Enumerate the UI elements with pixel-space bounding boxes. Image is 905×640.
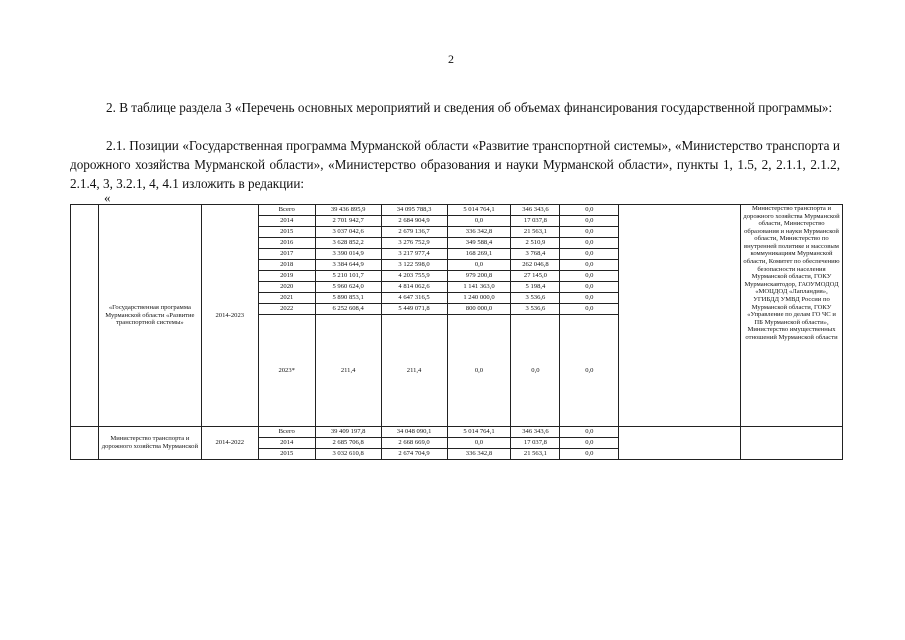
regional-budget-cell: 3 217 977,4 <box>381 249 447 260</box>
regional-budget-cell: 3 122 598,0 <box>381 260 447 271</box>
other-sources-cell: 0,0 <box>560 427 619 438</box>
other-sources-cell: 0,0 <box>560 293 619 304</box>
year-cell: 2015 <box>258 227 315 238</box>
paragraph-intro: 2. В таблице раздела 3 «Перечень основных мероприятий и сведения об объемах финансирования государственной программы»: <box>106 100 833 115</box>
federal-budget-cell: 349 588,4 <box>447 238 511 249</box>
federal-budget-cell: 336 342,8 <box>447 449 511 460</box>
federal-budget-cell: 800 000,0 <box>447 304 511 315</box>
other-sources-cell: 0,0 <box>560 271 619 282</box>
total-cell: 6 252 608,4 <box>315 304 381 315</box>
other-sources-cell: 0,0 <box>560 227 619 238</box>
regional-budget-cell: 2 674 704,9 <box>381 449 447 460</box>
regional-budget-cell: 4 647 316,5 <box>381 293 447 304</box>
total-cell: 2 685 706,8 <box>315 438 381 449</box>
year-cell: 2022 <box>258 304 315 315</box>
federal-budget-cell: 1 240 000,0 <box>447 293 511 304</box>
period-cell: 2014-2023 <box>201 205 258 427</box>
federal-budget-cell: 0,0 <box>447 216 511 227</box>
total-cell: 5 210 101,7 <box>315 271 381 282</box>
regional-budget-cell: 211,4 <box>381 315 447 427</box>
regional-budget-cell: 5 449 071,8 <box>381 304 447 315</box>
other-sources-cell: 0,0 <box>560 249 619 260</box>
year-cell: Всего <box>258 427 315 438</box>
paragraph-positions: 2.1. Позиции «Государственная программа Мурманской области «Развитие транспортной системы», «Министерство транспорта и дорожного хозяйства Мурманской области», «Министерство образования и науки Мурманской области», пункты 1, 1.5, 2, 2.1.1, 2.1.2, 2.1.4, 3, 3.2.1, 4, 4.1 изложить в редакции: <box>70 138 840 191</box>
regional-budget-cell: 4 814 062,6 <box>381 282 447 293</box>
other-sources-cell: 0,0 <box>560 315 619 427</box>
regional-budget-cell: 34 048 090,1 <box>381 427 447 438</box>
page-number: 2 <box>448 52 454 66</box>
ministry-name-cell: Министерство транспорта и дорожного хозяйства Мурманской <box>98 427 201 460</box>
year-cell: 2020 <box>258 282 315 293</box>
total-cell: 3 037 042,6 <box>315 227 381 238</box>
other-sources-cell: 0,0 <box>560 438 619 449</box>
local-budget-cell: 17 037,8 <box>511 216 560 227</box>
regional-budget-cell: 4 203 755,9 <box>381 271 447 282</box>
federal-budget-cell: 336 342,8 <box>447 227 511 238</box>
year-cell: 2018 <box>258 260 315 271</box>
local-budget-cell: 3 536,6 <box>511 293 560 304</box>
indicator-cell <box>619 205 741 427</box>
local-budget-cell: 2 510,9 <box>511 238 560 249</box>
federal-budget-cell: 1 141 363,0 <box>447 282 511 293</box>
total-cell: 39 436 895,9 <box>315 205 381 216</box>
other-sources-cell: 0,0 <box>560 449 619 460</box>
federal-budget-cell: 5 014 764,1 <box>447 205 511 216</box>
block1-body <box>71 205 843 427</box>
year-cell: 2017 <box>258 249 315 260</box>
opening-quote-mark: « <box>104 190 111 205</box>
other-sources-cell: 0,0 <box>560 205 619 216</box>
local-budget-cell: 17 037,8 <box>511 438 560 449</box>
local-budget-cell: 0,0 <box>511 315 560 427</box>
year-cell: 2021 <box>258 293 315 304</box>
other-sources-cell: 0,0 <box>560 216 619 227</box>
local-budget-cell: 262 046,8 <box>511 260 560 271</box>
local-budget-cell: 21 563,1 <box>511 449 560 460</box>
federal-budget-cell: 168 269,1 <box>447 249 511 260</box>
period-cell: 2014-2022 <box>201 427 258 460</box>
other-sources-cell: 0,0 <box>560 282 619 293</box>
executors-cell <box>741 427 843 460</box>
other-sources-cell: 0,0 <box>560 260 619 271</box>
year-cell: 2023* <box>258 315 315 427</box>
regional-budget-cell: 3 276 752,9 <box>381 238 447 249</box>
year-cell: 2016 <box>258 238 315 249</box>
total-cell: 3 628 852,2 <box>315 238 381 249</box>
total-cell: 3 032 610,8 <box>315 449 381 460</box>
other-sources-cell: 0,0 <box>560 238 619 249</box>
total-cell: 39 409 197,8 <box>315 427 381 438</box>
local-budget-cell: 346 343,6 <box>511 205 560 216</box>
year-cell: Всего <box>258 205 315 216</box>
indicator-cell <box>619 427 741 460</box>
local-budget-cell: 21 563,1 <box>511 227 560 238</box>
table-row <box>71 205 843 216</box>
total-cell: 5 890 853,1 <box>315 293 381 304</box>
regional-budget-cell: 34 095 788,3 <box>381 205 447 216</box>
regional-budget-cell: 2 684 904,9 <box>381 216 447 227</box>
finance-table <box>70 204 843 460</box>
federal-budget-cell: 0,0 <box>447 260 511 271</box>
local-budget-cell: 346 343,6 <box>511 427 560 438</box>
block2-body <box>71 427 843 460</box>
total-cell: 3 384 644,9 <box>315 260 381 271</box>
total-cell: 2 701 942,7 <box>315 216 381 227</box>
federal-budget-cell: 5 014 764,1 <box>447 427 511 438</box>
year-cell: 2019 <box>258 271 315 282</box>
local-budget-cell: 27 145,0 <box>511 271 560 282</box>
local-budget-cell: 5 198,4 <box>511 282 560 293</box>
local-budget-cell: 3 768,4 <box>511 249 560 260</box>
row-number-cell <box>71 205 99 427</box>
total-cell: 3 390 014,9 <box>315 249 381 260</box>
regional-budget-cell: 2 668 669,0 <box>381 438 447 449</box>
total-cell: 211,4 <box>315 315 381 427</box>
federal-budget-cell: 0,0 <box>447 438 511 449</box>
federal-budget-cell: 979 200,8 <box>447 271 511 282</box>
local-budget-cell: 3 536,6 <box>511 304 560 315</box>
regional-budget-cell: 2 679 136,7 <box>381 227 447 238</box>
row-number-cell <box>71 427 99 460</box>
year-cell: 2014 <box>258 438 315 449</box>
other-sources-cell: 0,0 <box>560 304 619 315</box>
total-cell: 5 960 624,0 <box>315 282 381 293</box>
table-row <box>71 427 843 438</box>
program-name-cell: «Государственная программа Мурманской области «Развитие транспортной системы» <box>98 205 201 427</box>
year-cell: 2015 <box>258 449 315 460</box>
year-cell: 2014 <box>258 216 315 227</box>
federal-budget-cell: 0,0 <box>447 315 511 427</box>
executors-cell: Министерство транспорта и дорожного хозяйства Мурманской области, Министерство образования и науки Мурманской области, Министерство по внутренней политике и массовым коммуникациям Мурманской области, Комитет по обеспечению безопасности населения Мурманской области, ГОКУ Мурманскавтодор, ГАОУМОДОД «МОЦДОД «Лапландия», УГИБДД УМВД России по Мурманской области, ГОКУ «Управление по делам ГО ЧС и ПБ Мурманской области», Министерство имущественных отношений Мурманской области <box>741 205 843 427</box>
